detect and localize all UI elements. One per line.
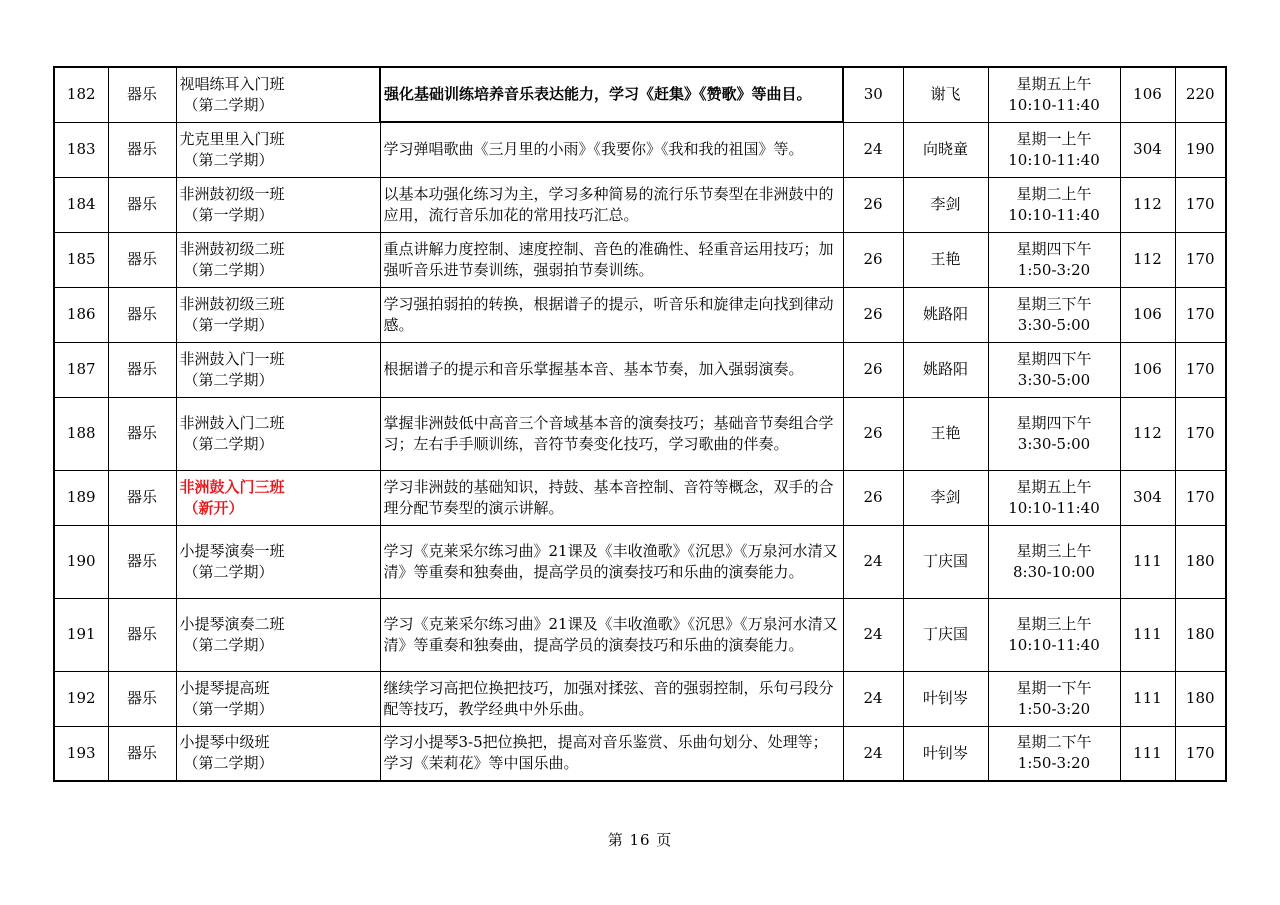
course-name: 非洲鼓初级一班 bbox=[179, 184, 285, 203]
course-name-cell bbox=[176, 122, 380, 177]
course-schedule-time bbox=[988, 67, 1120, 122]
course-day: 星期三上午 bbox=[1016, 614, 1092, 633]
course-number: 189 bbox=[54, 470, 108, 525]
course-time: 10:10-11:40 bbox=[1008, 95, 1100, 114]
course-category: 器乐 bbox=[108, 122, 176, 177]
table-row bbox=[54, 177, 1226, 232]
course-room: 112 bbox=[1120, 177, 1175, 232]
course-description: 掌握非洲鼓低中高音三个音域基本音的演奏技巧；基础音节奏组合学习；左右手手顺训练，音符节奏变化技巧，学习歌曲的伴奏。 bbox=[380, 397, 843, 470]
course-hours: 26 bbox=[843, 342, 903, 397]
table-row bbox=[54, 397, 1226, 470]
course-time: 10:10-11:40 bbox=[1008, 635, 1100, 654]
course-term: （第二学期） bbox=[183, 95, 274, 114]
table-row bbox=[54, 726, 1226, 781]
course-fee: 170 bbox=[1175, 177, 1226, 232]
course-time: 10:10-11:40 bbox=[1008, 205, 1100, 224]
course-time: 1:50-3:20 bbox=[1017, 260, 1091, 279]
course-room: 106 bbox=[1120, 287, 1175, 342]
course-name: 非洲鼓初级三班 bbox=[179, 294, 285, 313]
course-room: 304 bbox=[1120, 470, 1175, 525]
course-teacher: 李剑 bbox=[903, 177, 988, 232]
course-number: 185 bbox=[54, 232, 108, 287]
course-description: 以基本功强化练习为主，学习多种简易的流行乐节奏型在非洲鼓中的应用，流行音乐加花的常用技巧汇总。 bbox=[380, 177, 843, 232]
course-hours: 26 bbox=[843, 287, 903, 342]
course-name: 非洲鼓入门三班 bbox=[179, 477, 285, 496]
course-number: 186 bbox=[54, 287, 108, 342]
course-fee: 190 bbox=[1175, 122, 1226, 177]
course-time: 3:30-5:00 bbox=[1017, 370, 1091, 389]
course-description: 学习强拍弱拍的转换，根据谱子的提示，听音乐和旋律走向找到律动感。 bbox=[380, 287, 843, 342]
course-description: 强化基础训练培养音乐表达能力，学习《赶集》《赞歌》等曲目。 bbox=[380, 67, 843, 122]
course-time: 10:10-11:40 bbox=[1008, 150, 1100, 169]
course-name: 小提琴演奏二班 bbox=[179, 614, 285, 633]
course-term: （第二学期） bbox=[183, 635, 274, 654]
table-row bbox=[54, 671, 1226, 726]
course-name-cell bbox=[176, 598, 380, 671]
course-hours: 24 bbox=[843, 671, 903, 726]
course-room: 111 bbox=[1120, 598, 1175, 671]
course-name-cell bbox=[176, 671, 380, 726]
course-number: 193 bbox=[54, 726, 108, 781]
course-description: 根据谱子的提示和音乐掌握基本音、基本节奏，加入强弱演奏。 bbox=[380, 342, 843, 397]
course-number: 188 bbox=[54, 397, 108, 470]
course-room: 106 bbox=[1120, 342, 1175, 397]
course-time: 3:30-5:00 bbox=[1017, 315, 1091, 334]
course-teacher: 李剑 bbox=[903, 470, 988, 525]
course-term: （第一学期） bbox=[183, 315, 274, 334]
course-fee: 170 bbox=[1175, 287, 1226, 342]
course-fee: 170 bbox=[1175, 470, 1226, 525]
course-category: 器乐 bbox=[108, 470, 176, 525]
course-name: 非洲鼓入门二班 bbox=[179, 413, 285, 432]
course-day: 星期五上午 bbox=[1016, 477, 1092, 496]
course-category: 器乐 bbox=[108, 397, 176, 470]
course-schedule-time bbox=[988, 470, 1120, 525]
course-teacher: 王艳 bbox=[903, 397, 988, 470]
course-name-cell bbox=[176, 177, 380, 232]
course-name-cell bbox=[176, 287, 380, 342]
course-teacher: 向晓童 bbox=[903, 122, 988, 177]
course-teacher: 姚路阳 bbox=[903, 287, 988, 342]
course-hours: 24 bbox=[843, 122, 903, 177]
course-term: （新开） bbox=[183, 498, 244, 517]
course-day: 星期一上午 bbox=[1016, 129, 1092, 148]
course-teacher: 叶钊岑 bbox=[903, 671, 988, 726]
course-number: 184 bbox=[54, 177, 108, 232]
course-schedule-time bbox=[988, 287, 1120, 342]
course-category: 器乐 bbox=[108, 598, 176, 671]
course-name: 尤克里里入门班 bbox=[179, 129, 285, 148]
course-room: 111 bbox=[1120, 525, 1175, 598]
course-schedule-time bbox=[988, 397, 1120, 470]
course-schedule-time bbox=[988, 525, 1120, 598]
course-hours: 26 bbox=[843, 232, 903, 287]
course-teacher: 叶钊岑 bbox=[903, 726, 988, 781]
course-name: 非洲鼓初级二班 bbox=[179, 239, 285, 258]
course-day: 星期二下午 bbox=[1016, 733, 1092, 752]
course-time: 1:50-3:20 bbox=[1017, 699, 1091, 718]
course-room: 304 bbox=[1120, 122, 1175, 177]
table-row bbox=[54, 525, 1226, 598]
course-name: 视唱练耳入门班 bbox=[179, 74, 285, 93]
course-schedule-time bbox=[988, 232, 1120, 287]
course-name-cell bbox=[176, 525, 380, 598]
course-hours: 26 bbox=[843, 397, 903, 470]
course-schedule-table bbox=[53, 66, 1227, 782]
course-name-cell bbox=[176, 470, 380, 525]
course-term: （第二学期） bbox=[183, 150, 274, 169]
course-term: （第二学期） bbox=[183, 754, 274, 773]
course-category: 器乐 bbox=[108, 525, 176, 598]
course-teacher: 丁庆国 bbox=[903, 525, 988, 598]
course-day: 星期一下午 bbox=[1016, 678, 1092, 697]
course-room: 112 bbox=[1120, 232, 1175, 287]
course-schedule-time bbox=[988, 598, 1120, 671]
course-number: 183 bbox=[54, 122, 108, 177]
course-description: 学习《克莱采尔练习曲》21课及《丰收渔歌》《沉思》《万泉河水清又清》等重奏和独奏曲，提高学员的演奏技巧和乐曲的演奏能力。 bbox=[380, 525, 843, 598]
course-room: 111 bbox=[1120, 671, 1175, 726]
course-fee: 170 bbox=[1175, 232, 1226, 287]
course-category: 器乐 bbox=[108, 67, 176, 122]
course-name-cell bbox=[176, 397, 380, 470]
table-row bbox=[54, 470, 1226, 525]
course-term: （第二学期） bbox=[183, 434, 274, 453]
course-hours: 26 bbox=[843, 177, 903, 232]
course-category: 器乐 bbox=[108, 671, 176, 726]
course-number: 192 bbox=[54, 671, 108, 726]
course-day: 星期三上午 bbox=[1016, 541, 1092, 560]
course-fee: 180 bbox=[1175, 671, 1226, 726]
course-category: 器乐 bbox=[108, 287, 176, 342]
course-fee: 170 bbox=[1175, 726, 1226, 781]
table-row bbox=[54, 342, 1226, 397]
course-fee: 180 bbox=[1175, 525, 1226, 598]
course-name: 小提琴演奏一班 bbox=[179, 541, 285, 560]
course-name: 非洲鼓入门一班 bbox=[179, 349, 285, 368]
course-day: 星期四下午 bbox=[1016, 413, 1092, 432]
course-teacher: 王艳 bbox=[903, 232, 988, 287]
table-row bbox=[54, 232, 1226, 287]
course-description: 学习小提琴3-5把位换把，提高对音乐鉴赏、乐曲句划分、处理等；学习《茉莉花》等中国乐曲。 bbox=[380, 726, 843, 781]
course-category: 器乐 bbox=[108, 726, 176, 781]
course-name: 小提琴中级班 bbox=[179, 733, 270, 752]
course-number: 190 bbox=[54, 525, 108, 598]
course-term: （第一学期） bbox=[183, 205, 274, 224]
course-category: 器乐 bbox=[108, 177, 176, 232]
course-number: 187 bbox=[54, 342, 108, 397]
course-fee: 220 bbox=[1175, 67, 1226, 122]
course-term: （第二学期） bbox=[183, 370, 274, 389]
course-description: 学习《克莱采尔练习曲》21课及《丰收渔歌》《沉思》《万泉河水清又清》等重奏和独奏曲，提高学员的演奏技巧和乐曲的演奏能力。 bbox=[380, 598, 843, 671]
course-name-cell bbox=[176, 232, 380, 287]
course-hours: 26 bbox=[843, 470, 903, 525]
table-row bbox=[54, 598, 1226, 671]
table-row bbox=[54, 67, 1226, 122]
course-name-cell bbox=[176, 67, 380, 122]
course-day: 星期三下午 bbox=[1016, 294, 1092, 313]
course-room: 112 bbox=[1120, 397, 1175, 470]
page-number: 第 16 页 bbox=[607, 831, 673, 849]
course-number: 191 bbox=[54, 598, 108, 671]
course-day: 星期四下午 bbox=[1016, 239, 1092, 258]
course-time: 3:30-5:00 bbox=[1017, 434, 1091, 453]
course-category: 器乐 bbox=[108, 342, 176, 397]
course-hours: 24 bbox=[843, 726, 903, 781]
course-schedule-time bbox=[988, 122, 1120, 177]
course-term: （第一学期） bbox=[183, 699, 274, 718]
course-fee: 180 bbox=[1175, 598, 1226, 671]
course-fee: 170 bbox=[1175, 342, 1226, 397]
course-time: 1:50-3:20 bbox=[1017, 754, 1091, 773]
course-description: 重点讲解力度控制、速度控制、音色的准确性、轻重音运用技巧；加强听音乐进节奏训练，强弱拍节奏训练。 bbox=[380, 232, 843, 287]
course-fee: 170 bbox=[1175, 397, 1226, 470]
course-number: 182 bbox=[54, 67, 108, 122]
course-time: 10:10-11:40 bbox=[1008, 498, 1100, 517]
course-room: 111 bbox=[1120, 726, 1175, 781]
course-schedule-time bbox=[988, 342, 1120, 397]
course-time: 8:30-10:00 bbox=[1013, 562, 1095, 581]
course-name-cell bbox=[176, 342, 380, 397]
course-term: （第二学期） bbox=[183, 260, 274, 279]
course-room: 106 bbox=[1120, 67, 1175, 122]
course-day: 星期二上午 bbox=[1016, 184, 1092, 203]
course-name-cell bbox=[176, 726, 380, 781]
course-hours: 24 bbox=[843, 525, 903, 598]
course-description: 继续学习高把位换把技巧，加强对揉弦、音的强弱控制，乐句弓段分配等技巧，教学经典中外乐曲。 bbox=[380, 671, 843, 726]
course-teacher: 姚路阳 bbox=[903, 342, 988, 397]
course-hours: 30 bbox=[843, 67, 903, 122]
course-teacher: 丁庆国 bbox=[903, 598, 988, 671]
course-schedule-time bbox=[988, 671, 1120, 726]
course-description: 学习弹唱歌曲《三月里的小雨》《我要你》《我和我的祖国》等。 bbox=[380, 122, 843, 177]
course-term: （第二学期） bbox=[183, 562, 274, 581]
course-schedule-time bbox=[988, 726, 1120, 781]
course-schedule-time bbox=[988, 177, 1120, 232]
course-description: 学习非洲鼓的基础知识，持鼓、基本音控制、音符等概念，双手的合理分配节奏型的演示讲解。 bbox=[380, 470, 843, 525]
course-day: 星期四下午 bbox=[1016, 349, 1092, 368]
course-category: 器乐 bbox=[108, 232, 176, 287]
course-name: 小提琴提高班 bbox=[179, 678, 270, 697]
course-hours: 24 bbox=[843, 598, 903, 671]
table-row bbox=[54, 122, 1226, 177]
table-row bbox=[54, 287, 1226, 342]
course-day: 星期五上午 bbox=[1016, 74, 1092, 93]
course-teacher: 谢飞 bbox=[903, 67, 988, 122]
